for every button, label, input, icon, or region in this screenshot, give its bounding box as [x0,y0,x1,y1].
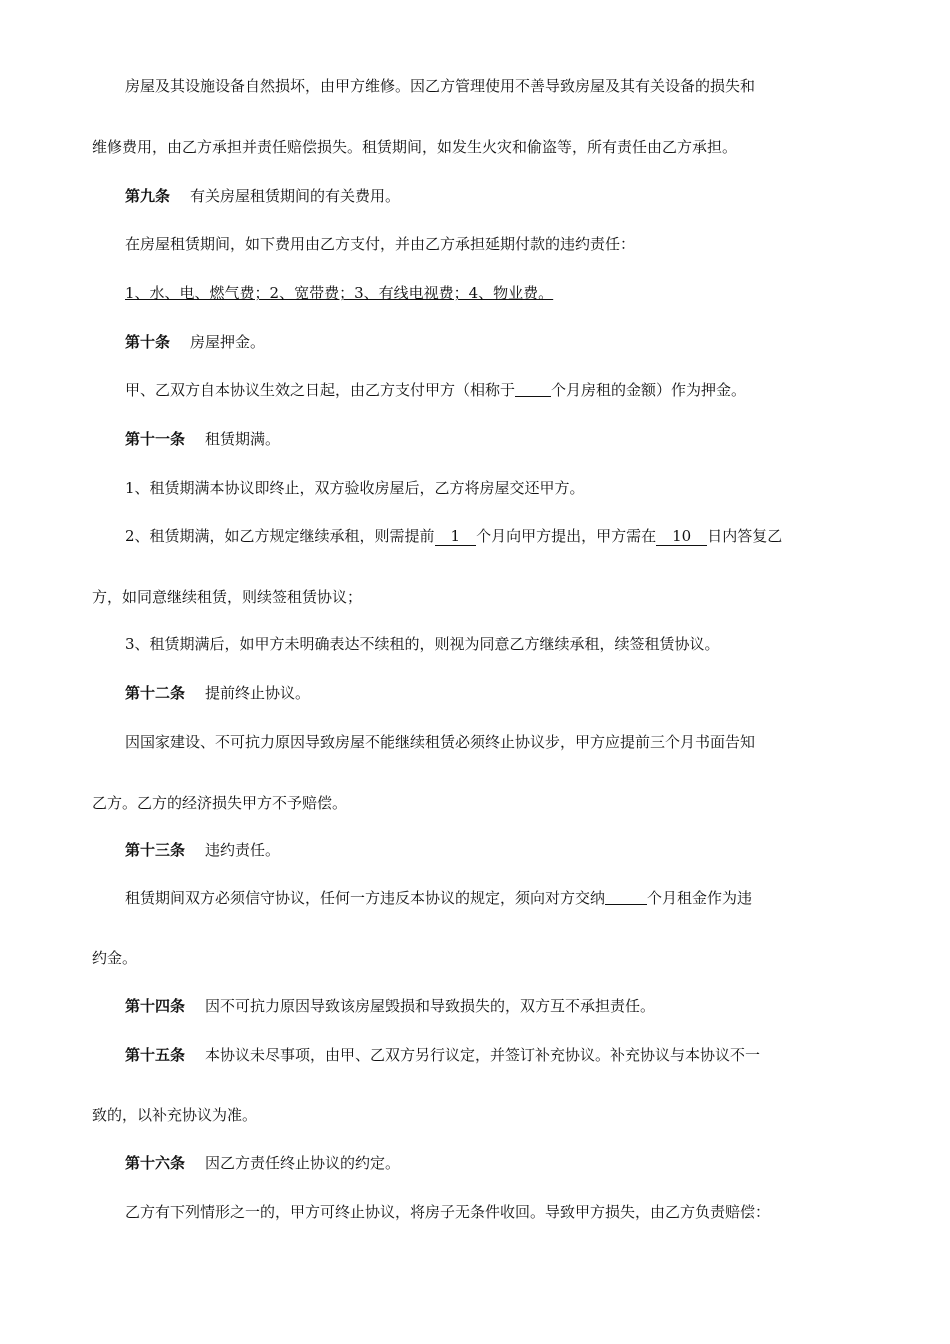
article-heading: 第十二条 提前终止协议。 [125,684,311,702]
paragraph-line: 乙方有下列情形之一的，甲方可终止协议，将房子无条件收回。导致甲方损失，由乙方负责赔偿： [125,1203,771,1221]
paragraph-line: 方，如同意继续租赁，则续签租赁协议； [92,588,363,606]
article-label: 第九条 [125,187,171,205]
paragraph-line: 在房屋租赁期间，如下费用由乙方支付，并由乙方承担延期付款的违约责任： [125,235,636,253]
paragraph-line: 3、租赁期满后，如甲方未明确表达不续租的，则视为同意乙方继续承租，续签租赁协议。 [125,635,720,653]
paragraph-line: 因国家建设、不可抗力原因导致房屋不能继续租赁必须终止协议步，甲方应提前三个月书面告知 [125,733,756,751]
article-heading: 第十三条 违约责任。 [125,841,281,859]
paragraph-line: 1、租赁期满本协议即终止，双方验收房屋后，乙方将房屋交还甲方。 [125,479,585,497]
article-heading: 第十条 房屋押金。 [125,333,266,351]
article-label: 第十六条 [125,1154,186,1172]
article-label: 第十条 [125,333,171,351]
notice-months-fill: 1 [435,527,477,546]
article-heading: 第九条 有关房屋租赁期间的有关费用。 [125,187,401,205]
paragraph-line: 租赁期间双方必须信守协议，任何一方违反本协议的规定，须向对方交纳 个月租金作为违 [125,889,753,907]
article-heading: 第十六条 因乙方责任终止协议的约定。 [125,1154,401,1172]
reply-days-fill: 10 [656,527,707,546]
article-label: 第十四条 [125,997,186,1015]
article-label: 第十二条 [125,684,186,702]
paragraph-line: 乙方。乙方的经济损失甲方不予赔偿。 [92,794,348,812]
paragraph-line: 致的，以补充协议为准。 [92,1106,258,1124]
paragraph-line: 约金。 [92,949,138,967]
article-heading: 第十四条 因不可抗力原因导致该房屋毁损和导致损失的，双方互不承担责任。 [125,997,656,1015]
article-label: 第十一条 [125,430,186,448]
paragraph-line: 维修费用，由乙方承担并责任赔偿损失。租赁期间，如发生火灾和偷盗等，所有责任由乙方承担。 [92,138,738,156]
article-heading: 第十一条 租赁期满。 [125,430,281,448]
article-heading: 第十五条 本协议未尽事项，由甲、乙双方另行议定，并签订补充协议。补充协议与本协议不一 [125,1046,761,1064]
paragraph-line: 房屋及其设施设备自然损坏，由甲方维修。因乙方管理使用不善导致房屋及其有关设备的损失和 [125,77,756,95]
penalty-months-blank [605,888,647,905]
paragraph-line: 2、租赁期满，如乙方规定继续承租，则需提前 1 个月向甲方提出，甲方需在 10 日内答复乙 [125,527,783,545]
fee-list-line: 1、水、电、燃气费；2、宽带费；3、有线电视费；4、物业费。 [125,284,554,302]
article-label: 第十三条 [125,841,186,859]
article-label: 第十五条 [125,1046,186,1064]
paragraph-line: 甲、乙双方自本协议生效之日起，由乙方支付甲方（相称于 个月房租的金额）作为押金。 [125,381,747,399]
deposit-months-blank [515,380,551,397]
